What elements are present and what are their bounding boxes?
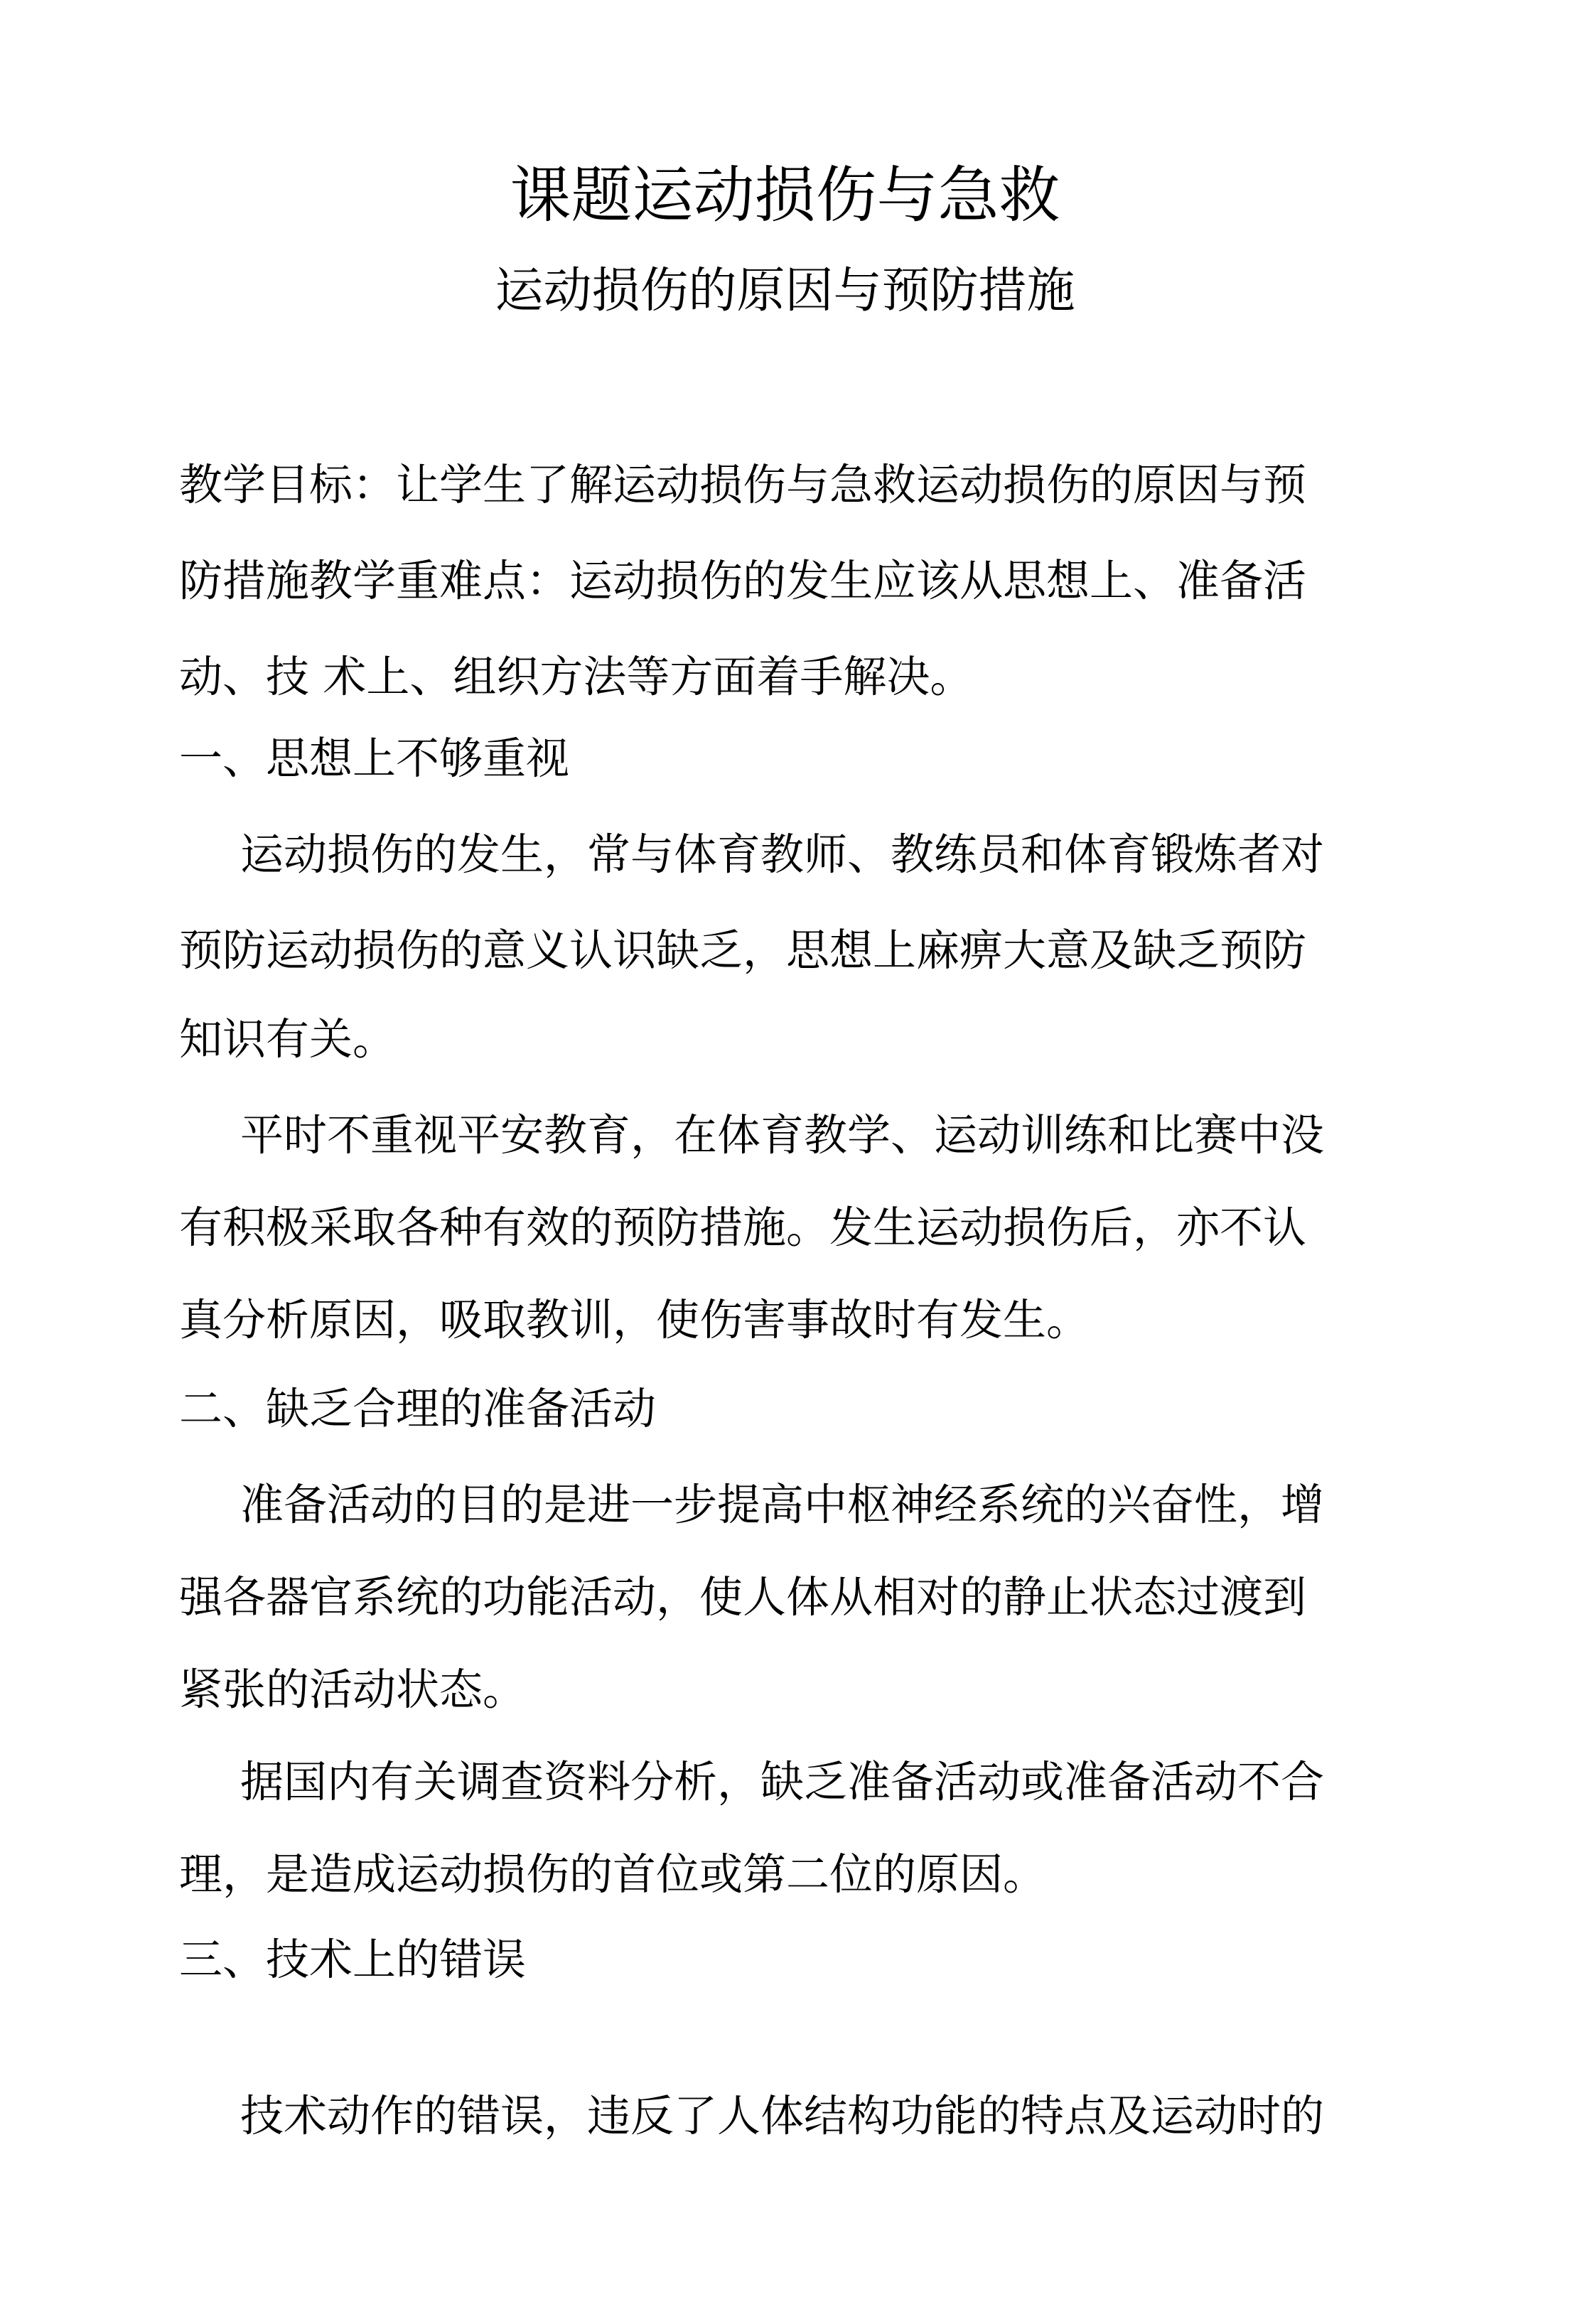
- paragraph-2-line-1: 平时不重视平安教育，在体育教学、运动训练和比赛中没: [240, 1110, 1325, 1161]
- paragraph-3-line-2: 强各器官系统的功能活动，使人体从相对的静止状态过渡到: [179, 1572, 1307, 1623]
- paragraph-1-line-1: 运动损伤的发生，常与体育教师、教练员和体育锻炼者对: [240, 829, 1325, 880]
- paragraph-5-line-1: 技术动作的错误，违反了人体结构功能的特点及运动时的: [240, 2091, 1325, 2141]
- paragraph-1-line-2: 预防运动损伤的意义认识缺乏，思想上麻痹大意及缺乏预防: [179, 925, 1307, 976]
- paragraph-4-line-2: 理，是造成运动损伤的首位或第二位的原因。: [179, 1849, 1047, 1900]
- teaching-goal-line-2: 防措施教学重难点：运动损伤的发生应该从思想上、准备活: [179, 556, 1307, 606]
- section-heading-3: 三、技术上的错误: [179, 1935, 527, 1985]
- document-subtitle: 运动损伤的原因与预防措施: [495, 263, 1075, 319]
- paragraph-3-line-1: 准备活动的目的是进一步提高中枢神经系统的兴奋性，增: [240, 1480, 1325, 1530]
- section-heading-1: 一、思想上不够重视: [179, 733, 570, 784]
- teaching-goal-line-1: 教学目标：让学生了解运动损伤与急救运动损伤的原因与预: [179, 460, 1307, 510]
- paragraph-2-line-3: 真分析原因，吸取教训，使伤害事故时有发生。: [179, 1295, 1090, 1345]
- paragraph-1-line-3: 知识有关。: [179, 1014, 397, 1065]
- paragraph-2-line-2: 有积极采取各种有效的预防措施。发生运动损伤后，亦不认: [179, 1203, 1307, 1253]
- teaching-goal-line-3: 动、技 术上、组织方法等方面着手解决。: [179, 652, 974, 702]
- document-title: 课题运动损伤与急救: [510, 160, 1060, 231]
- paragraph-3-line-3: 紧张的活动状态。: [179, 1664, 527, 1715]
- section-heading-2: 二、缺乏合理的准备活动: [179, 1384, 657, 1434]
- paragraph-4-line-1: 据国内有关调查资料分析，缺乏准备活动或准备活动不合: [240, 1757, 1325, 1807]
